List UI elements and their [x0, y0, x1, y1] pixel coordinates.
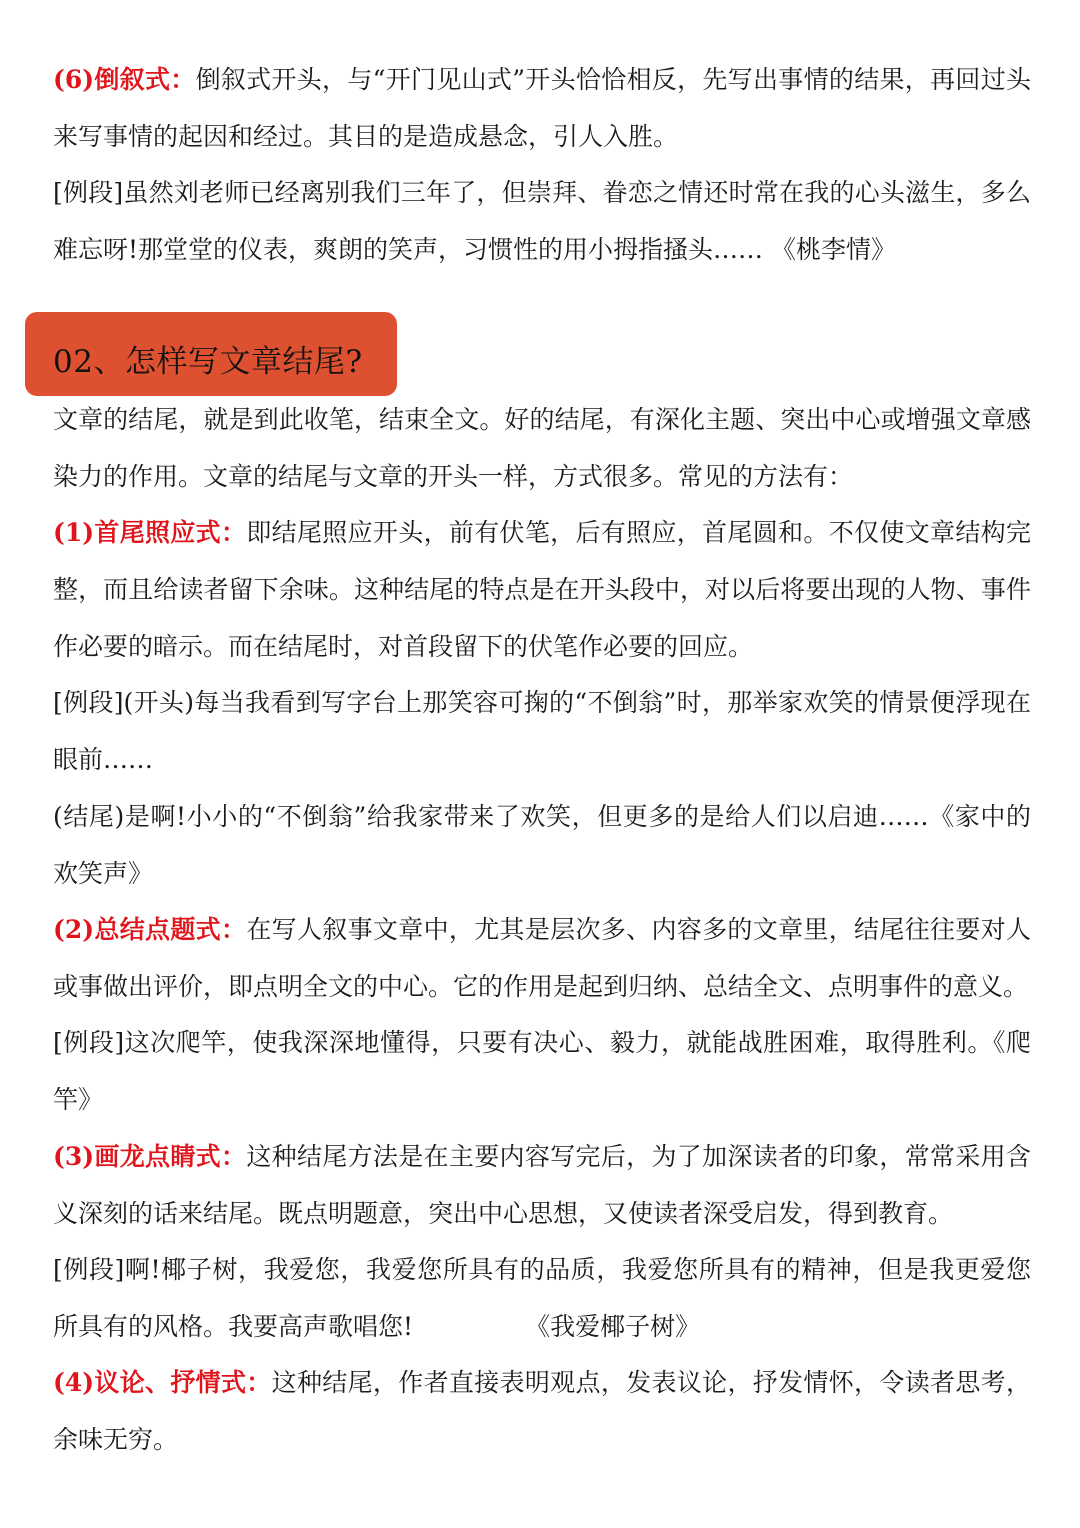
- section-6-paragraph: [53, 52, 1031, 166]
- method-2-paragraph: [53, 902, 1031, 1016]
- method-3-term: (3)画龙点睛式：: [53, 1142, 247, 1171]
- method-1-paragraph: [53, 505, 1031, 675]
- section-heading-title: 02、怎样写文章结尾?: [53, 343, 363, 380]
- method-2-example-text: [例段]这次爬竿，使我深深地懂得，只要有决心、毅力，就能战胜困难，取得胜利。《爬竿》: [53, 1028, 1031, 1114]
- method-1-example-open: [53, 675, 1031, 789]
- method-4-text: 这种结尾，作者直接表明观点，发表议论，抒发情怀，令读者思考，余味无穷。: [53, 1368, 1031, 1454]
- section-heading-banner: [25, 312, 397, 396]
- method-1-example-close-text: (结尾)是啊!小小的“不倒翁”给我家带来了欢笑，但更多的是给人们以启迪……《家中的欢笑声》: [53, 802, 1031, 888]
- method-2-example: [53, 1015, 1031, 1129]
- intro-paragraph: [53, 392, 1031, 506]
- method-1-text: 即结尾照应开头，前有伏笔，后有照应，首尾圆和。不仅使文章结构完整，而且给读者留下余味。这种结尾的特点是在开头段中，对以后将要出现的人物、事件作必要的暗示。而在结尾时，对首段留下的伏笔作必要的回应。: [53, 518, 1031, 661]
- method-2-term: (2)总结点题式：: [53, 915, 247, 944]
- method-3-example-text: [例段]啊!椰子树，我爱您，我爱您所具有的品质，我爱您所具有的精神，但是我更爱您所具有的风格。我要高声歌唱您!: [53, 1255, 1031, 1341]
- section-6-term: (6)倒叙式：: [53, 65, 196, 94]
- section-6-example-text: [例段]虽然刘老师已经离别我们三年了，但崇拜、眷恋之情还时常在我的心头滋生，多么难忘呀!那堂堂的仪表，爽朗的笑声，习惯性的用小拇指搔头…… 《桃李情》: [53, 178, 1031, 264]
- section-6-example: [53, 165, 1031, 279]
- method-4-term: (4)议论、抒情式：: [53, 1368, 272, 1397]
- method-2-text: 在写人叙事文章中，尤其是层次多、内容多的文章里，结尾往往要对人或事做出评价，即点明全文的中心。它的作用是起到归纳、总结全文、点明事件的意义。: [53, 915, 1031, 1001]
- method-3-example-source: 《我爱椰子树》: [525, 1311, 701, 1341]
- section-6-text: 倒叙式开头，与“开门见山式”开头恰恰相反，先写出事情的结果，再回过头来写事情的起因和经过。其目的是造成悬念，引人入胜。: [53, 65, 1031, 151]
- method-3-text: 这种结尾方法是在主要内容写完后，为了加深读者的印象，常常采用含义深刻的话来结尾。既点明题意，突出中心思想，又使读者深受启发，得到教育。: [53, 1142, 1031, 1228]
- intro-text: 文章的结尾，就是到此收笔，结束全文。好的结尾，有深化主题、突出中心或增强文章感染力的作用。文章的结尾与文章的开头一样，方式很多。常见的方法有：: [53, 405, 1031, 491]
- method-1-example-close: [53, 789, 1031, 903]
- method-3-example: [53, 1242, 1031, 1356]
- method-4-paragraph: [53, 1355, 1031, 1469]
- method-3-paragraph: [53, 1129, 1031, 1243]
- method-1-example-open-text: [例段](开头)每当我看到写字台上那笑容可掬的“不倒翁”时，那举家欢笑的情景便浮现在眼前……: [53, 688, 1031, 774]
- method-1-term: (1)首尾照应式：: [53, 518, 247, 547]
